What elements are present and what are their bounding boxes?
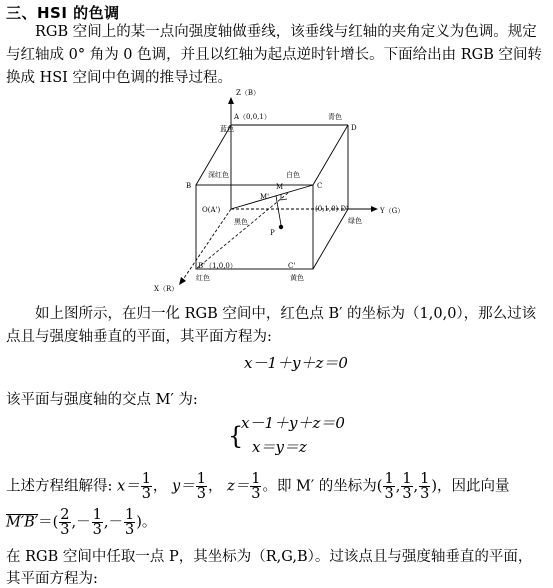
label-point-mprime: M': [260, 193, 270, 201]
label-point-a: A（0,0,1）: [234, 113, 271, 121]
front-face: [196, 185, 313, 269]
fraction-v3: $\frac{1}{3}$: [124, 507, 135, 538]
system-equation-2: x＝y＝z: [252, 438, 307, 456]
label-axis-x: X（R）: [154, 285, 179, 293]
label-point-dprime: (0,1,0) D': [315, 205, 349, 213]
fraction-x: $\frac{1}{3}$: [141, 471, 151, 502]
label-point-b: B: [186, 182, 192, 190]
z-axis-arrow: [228, 97, 234, 104]
label-magenta: 深红色: [208, 171, 229, 179]
label-black: 黑色: [234, 218, 248, 226]
fraction-v1: $\frac{2}{3}$: [60, 507, 70, 538]
label-point-p: P: [270, 229, 275, 237]
fraction-mz: $\frac{1}{3}$: [420, 471, 430, 502]
vector-line: M′B′＝( $\frac{2}{3}$ ,－ $\frac{1}{3}$ ,－ $\frac{1}{3}$ )。: [6, 507, 157, 538]
x-axis-inner: [182, 209, 231, 281]
intersection-text: 该平面与强度轴的交点 M′ 为:: [6, 392, 198, 408]
system-equation-1: x－1＋y＋z＝0: [241, 414, 345, 432]
solution-line: 上述方程组解得: x＝ $\frac{1}{3}$ ， y＝ $\frac{1}{3}$ ， z＝ $\frac{1}{3}$ 。即 M′ 的坐标为( $\frac{1}{3}$ , $\frac{1}{3}$ , $\frac{1}{3}$ )，因此向量: [6, 471, 510, 502]
fraction-v2: $\frac{1}{3}$: [92, 507, 102, 538]
label-point-c: C: [317, 182, 323, 190]
fraction-mx: $\frac{1}{3}$: [384, 471, 394, 502]
plane-equation: x－1＋y＋z＝0: [244, 354, 348, 372]
label-red: 红色: [196, 274, 210, 282]
section-heading: 三、HSI 的色调: [6, 4, 120, 22]
label-yellow: 黄色: [290, 274, 304, 282]
label-point-bprime: B'（1,0,0）: [198, 262, 237, 270]
intro-paragraph: RGB 空间上的某一点向强度轴做垂线，该垂线与红轴的夹角定义为色调。规定与红轴成 0° 角为 0 色调，并且以红轴为起点逆时针增长。下面给出由 RGB 空间转换成 HSI 空间中色调的推导过程。: [6, 24, 543, 86]
label-cyan: 青色: [328, 113, 342, 121]
fraction-z: $\frac{1}{3}$: [251, 471, 261, 502]
label-white: 白色: [286, 171, 300, 179]
x-axis-arrow: [179, 277, 186, 285]
point-p-dot: [279, 225, 283, 229]
solution-z-label: z＝: [227, 478, 250, 495]
fraction-my: $\frac{1}{3}$: [402, 471, 412, 502]
solution-suffix: )，因此向量: [431, 478, 510, 495]
label-axis-z: Z（B）: [236, 89, 261, 97]
system-brace: {: [228, 422, 244, 450]
solution-x-label: x＝: [117, 478, 140, 495]
label-green: 绿色: [348, 217, 362, 225]
cube-explanation-paragraph: 如上图所示，在归一化 RGB 空间中，红色点 B′ 的坐标为（1,0,0），那么过该点且与强度轴垂直的平面，其平面方程为:: [6, 306, 537, 345]
edge-dc-bottom: [313, 209, 348, 269]
vector-mb: M′B′: [6, 514, 39, 531]
rgb-cube-figure: [150, 85, 410, 295]
solution-y-label: y＝: [172, 478, 195, 495]
y-axis-arrow: [371, 206, 378, 212]
label-point-d: D: [351, 124, 357, 132]
rgb-cube-diagram: [150, 85, 410, 295]
edge-dc: [313, 125, 348, 185]
solution-mid: 。即 M′ 的坐标为(: [262, 478, 383, 495]
solution-prefix: 上述方程组解得:: [6, 478, 113, 495]
label-point-o: O(A'): [202, 206, 221, 214]
label-axis-y: Y（G）: [380, 207, 405, 215]
label-point-cprime: C': [288, 262, 296, 270]
intensity-axis: [231, 185, 313, 209]
label-point-m: M: [276, 183, 284, 191]
fraction-y: $\frac{1}{3}$: [196, 471, 206, 502]
label-blue: 蓝色: [220, 125, 234, 133]
last-line-1: 在 RGB 空间中任取一点 P，其坐标为（R,G,B）。过该点且与强度轴垂直的平面，: [6, 549, 533, 565]
last-line-2: 其平面方程为:: [6, 571, 98, 587]
